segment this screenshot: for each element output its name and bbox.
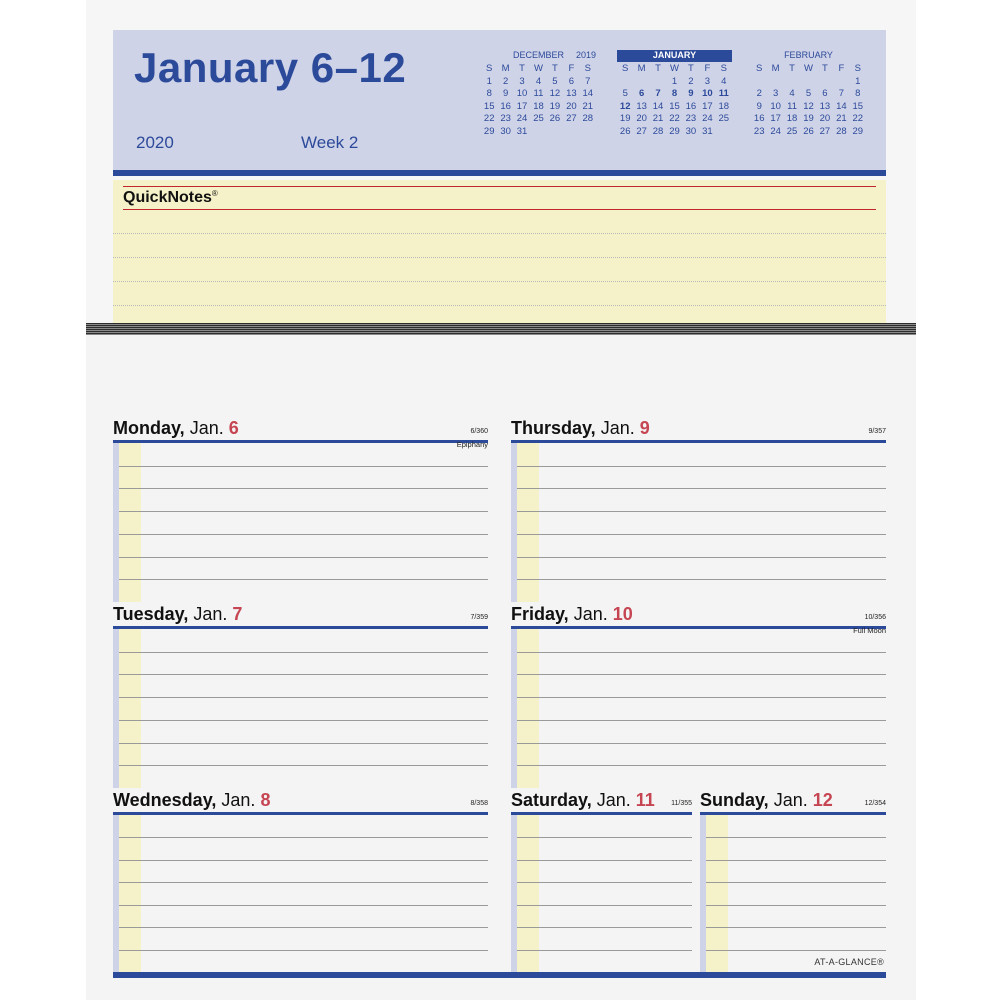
quicknotes-bottom-rule [123, 209, 876, 210]
minical-date: 22 [669, 113, 680, 124]
minical-date: 1 [855, 75, 861, 87]
day-ruled-line [119, 765, 488, 766]
day-ruled-line [517, 860, 692, 861]
minical-date: 8 [671, 88, 678, 99]
day-ruled-line [517, 905, 692, 906]
quicknotes-line [113, 233, 886, 234]
minical-date: 7 [585, 75, 591, 87]
minical-date: 15 [483, 100, 495, 112]
day-ruled-line [517, 720, 886, 721]
minical-date: 3 [772, 88, 779, 99]
minical-date: 7 [838, 88, 844, 99]
day-ruled-line [119, 511, 488, 512]
minical-weekday: T [688, 63, 694, 74]
minical-date: 24 [702, 113, 713, 124]
minical-weekday: T [519, 63, 525, 74]
minical-date: 20 [636, 113, 647, 124]
minical-month-header [481, 50, 596, 62]
day-ruled-line [119, 466, 488, 467]
minical-date: 28 [836, 125, 847, 137]
minical-date: 29 [852, 125, 864, 137]
day-writing-area[interactable] [511, 815, 692, 972]
day-ruled-line [517, 882, 692, 883]
minical-date: 2 [502, 75, 509, 87]
minical-grid [751, 63, 866, 138]
day-ruled-line [517, 534, 886, 535]
day-writing-area[interactable] [511, 629, 886, 788]
day-sunday[interactable] [700, 790, 886, 972]
minical-february [751, 50, 866, 138]
minical-january [617, 50, 732, 138]
minical-date: 17 [770, 113, 781, 124]
minical-date: 6 [568, 75, 574, 87]
day-heading: Tuesday, Jan. 7 [113, 604, 243, 624]
minical-month-name: DECEMBER [512, 50, 564, 60]
minical-weekday: W [804, 63, 813, 74]
minical-date [633, 76, 649, 89]
quicknotes-top-rule [123, 186, 876, 187]
day-ruled-line [517, 579, 886, 580]
minical-weekday: F [704, 63, 711, 74]
day-ruled-line [706, 882, 886, 883]
day-tuesday[interactable] [113, 604, 488, 788]
minical-date: 31 [516, 125, 528, 137]
minical-weekday: F [568, 63, 575, 74]
day-ruled-line [517, 743, 886, 744]
day-ruled-line [119, 837, 488, 838]
minical-date: 2 [756, 88, 762, 99]
minical-date: 10 [702, 88, 713, 99]
minical-date: 12 [549, 88, 561, 99]
day-heading: Sunday, Jan. 12 [700, 790, 833, 810]
day-ruled-line [517, 697, 886, 698]
day-monday[interactable] [113, 418, 488, 602]
day-ruled-line [119, 720, 488, 721]
minical-weekday: W [670, 63, 679, 74]
minical-date: 10 [770, 100, 781, 112]
minical-date: 23 [685, 113, 697, 124]
minical-weekday: T [655, 63, 661, 74]
minical-date: 19 [619, 113, 631, 124]
minical-date: 11 [718, 88, 729, 99]
minical-date: 7 [655, 88, 661, 99]
day-writing-area[interactable] [511, 443, 886, 602]
day-ruled-line [706, 837, 886, 838]
minical-date: 15 [669, 100, 680, 112]
quicknotes-line [113, 257, 886, 258]
minical-date: 11 [787, 100, 797, 112]
minical-date: 2 [688, 75, 694, 87]
minical-date: 23 [753, 125, 765, 137]
day-ruled-line [119, 534, 488, 535]
minical-date: 8 [486, 88, 492, 99]
day-ruled-line [119, 882, 488, 883]
minical-weekday: S [622, 63, 629, 74]
minical-date: 16 [753, 113, 765, 124]
day-heading: Friday, Jan. 10 [511, 604, 633, 624]
minical-date: 25 [718, 113, 730, 124]
minical-date: 24 [770, 125, 781, 137]
minical-date: 29 [483, 125, 495, 137]
minical-date: 20 [819, 113, 831, 124]
minical-date [767, 76, 783, 89]
day-ruled-line [119, 927, 488, 928]
day-ruled-line [706, 860, 886, 861]
minical-date: 4 [721, 75, 727, 87]
minical-date: 20 [566, 100, 577, 112]
day-count: 8/358 [470, 800, 488, 807]
minical-date: 21 [582, 100, 594, 112]
minical-weekday: S [486, 63, 493, 74]
minical-date: 6 [822, 88, 828, 99]
minical-date: 25 [786, 125, 798, 137]
minical-date: 18 [786, 113, 798, 124]
minical-weekday: S [854, 63, 861, 74]
minical-date: 3 [704, 75, 710, 87]
quicknotes-line [113, 305, 886, 306]
day-writing-area[interactable] [113, 815, 488, 972]
day-count: 12/354 [864, 800, 886, 807]
brand-logo: AT-A-GLANCE® [814, 957, 884, 967]
minical-date: 22 [483, 113, 495, 124]
day-ruled-line [119, 488, 488, 489]
header-rule [113, 170, 886, 176]
day-ruled-line [706, 905, 886, 906]
day-ruled-line [119, 674, 488, 675]
minical-date: 22 [852, 113, 864, 124]
minical-date: 27 [819, 125, 831, 137]
quicknotes-area[interactable] [113, 180, 886, 325]
week-label: Week 2 [301, 133, 359, 152]
minical-date: 26 [803, 125, 814, 137]
minical-date: 25 [533, 113, 544, 124]
day-heading: Thursday, Jan. 9 [511, 418, 650, 438]
minical-month-header [617, 50, 732, 62]
minical-weekday: M [637, 63, 646, 74]
minical-month-name: FEBRUARY [784, 50, 833, 60]
day-hour-strip [517, 815, 539, 972]
minical-date: 9 [502, 88, 509, 99]
day-ruled-line [119, 579, 488, 580]
quicknotes-line [113, 281, 886, 282]
day-ruled-line [119, 743, 488, 744]
minical-date: 27 [566, 113, 577, 124]
minical-date: 5 [805, 88, 812, 99]
minical-date: 1 [486, 75, 492, 87]
minical-grid [481, 63, 596, 138]
minical-date: 13 [566, 88, 577, 99]
day-ruled-line [517, 652, 886, 653]
minical-weekday: W [534, 63, 543, 74]
day-ruled-line [517, 488, 886, 489]
day-hour-strip [119, 815, 141, 972]
day-ruled-line [517, 837, 692, 838]
minical-date: 14 [836, 100, 847, 112]
minical-date: 18 [533, 100, 544, 112]
day-ruled-line [517, 557, 886, 558]
minical-date: 10 [516, 88, 528, 99]
minical-date: 23 [500, 113, 511, 124]
minical-date: 12 [803, 100, 814, 112]
minical-date [817, 76, 833, 89]
bottom-rule [113, 972, 886, 978]
minical-date: 28 [652, 125, 664, 137]
minical-date: 14 [582, 88, 594, 99]
minical-date: 26 [549, 113, 561, 124]
minical-date: 9 [756, 100, 762, 112]
minical-date: 13 [819, 100, 831, 112]
minical-weekday: M [771, 63, 780, 74]
day-count: 6/360 [470, 428, 488, 435]
minical-date: 1 [671, 75, 678, 87]
minical-weekday: S [720, 63, 727, 74]
minical-weekday: S [584, 63, 591, 74]
minical-month-header [751, 50, 866, 62]
day-note: Full Moon [853, 626, 886, 635]
day-count: 7/359 [470, 614, 488, 621]
minical-date: 19 [549, 100, 561, 112]
minical-date: 21 [652, 113, 664, 124]
minical-date: 24 [516, 113, 528, 124]
day-thursday[interactable] [511, 418, 886, 602]
minical-date: 15 [852, 100, 864, 112]
minical-date: 3 [519, 75, 525, 87]
page-title: January 6–12 [134, 44, 407, 91]
day-ruled-line [517, 927, 692, 928]
minical-date: 13 [636, 100, 647, 112]
minical-date: 16 [500, 100, 511, 112]
minical-date: 29 [669, 125, 680, 137]
day-heading: Saturday, Jan. 11 [511, 790, 655, 810]
minical-year: 2019 [575, 50, 596, 60]
day-count: 10/356 [864, 614, 886, 621]
minical-december [481, 50, 596, 138]
day-ruled-line [119, 557, 488, 558]
day-writing-area[interactable] [113, 629, 488, 788]
day-writing-area[interactable] [700, 815, 886, 972]
minical-date: 16 [685, 100, 697, 112]
minical-grid [617, 63, 732, 138]
minical-date: 30 [685, 125, 697, 137]
day-ruled-line [119, 652, 488, 653]
minical-date [650, 76, 666, 89]
day-note: Epiphany [456, 440, 488, 449]
day-ruled-line [517, 765, 886, 766]
minical-date: 21 [836, 113, 847, 124]
day-count: 9/357 [868, 428, 886, 435]
day-ruled-line [119, 905, 488, 906]
minical-date: 8 [855, 88, 861, 99]
day-count: 11/355 [671, 800, 692, 807]
minical-weekday: T [822, 63, 828, 74]
minical-date [784, 76, 800, 89]
binding-edge [86, 323, 916, 335]
day-ruled-line [119, 950, 488, 951]
minical-date: 6 [638, 88, 645, 99]
day-heading: Monday, Jan. 6 [113, 418, 239, 438]
minical-date: 5 [552, 75, 558, 87]
day-writing-area[interactable] [113, 443, 488, 602]
minical-date: 19 [803, 113, 814, 124]
minical-weekday: T [552, 63, 558, 74]
day-wednesday[interactable] [113, 790, 488, 972]
day-ruled-line [517, 950, 692, 951]
minical-date [751, 76, 767, 89]
day-saturday[interactable] [511, 790, 692, 972]
day-ruled-line [119, 860, 488, 861]
day-friday[interactable] [511, 604, 886, 788]
minical-date: 9 [688, 88, 694, 99]
quicknotes-label: QuickNotes® [123, 189, 218, 207]
day-ruled-line [517, 511, 886, 512]
minical-date: 27 [636, 125, 647, 137]
day-ruled-line [706, 927, 886, 928]
minical-date [833, 76, 849, 89]
minical-date: 31 [702, 125, 713, 137]
minical-weekday: T [789, 63, 795, 74]
day-ruled-line [517, 466, 886, 467]
minical-date: 4 [535, 75, 542, 87]
day-ruled-line [119, 697, 488, 698]
minical-date: 30 [500, 125, 511, 137]
day-hour-strip [706, 815, 728, 972]
day-heading: Wednesday, Jan. 8 [113, 790, 271, 810]
minical-weekday: M [501, 63, 510, 74]
minical-date: 18 [718, 100, 730, 112]
minical-date [617, 76, 633, 89]
year-label: 2020 [136, 133, 174, 152]
minical-date: 5 [622, 88, 628, 99]
day-ruled-line [517, 674, 886, 675]
minical-weekday: F [838, 63, 845, 74]
minical-date: 17 [702, 100, 713, 112]
minical-date: 17 [516, 100, 528, 112]
minical-date: 12 [619, 100, 631, 112]
minical-weekday: S [756, 63, 763, 74]
minical-date [800, 76, 816, 89]
minical-date: 4 [789, 88, 795, 99]
minical-date: 26 [619, 125, 631, 137]
minical-month-name: JANUARY [652, 50, 697, 60]
day-ruled-line [706, 950, 886, 951]
minical-date: 11 [533, 88, 544, 99]
minical-date: 28 [582, 113, 594, 124]
minical-date: 14 [652, 100, 664, 112]
